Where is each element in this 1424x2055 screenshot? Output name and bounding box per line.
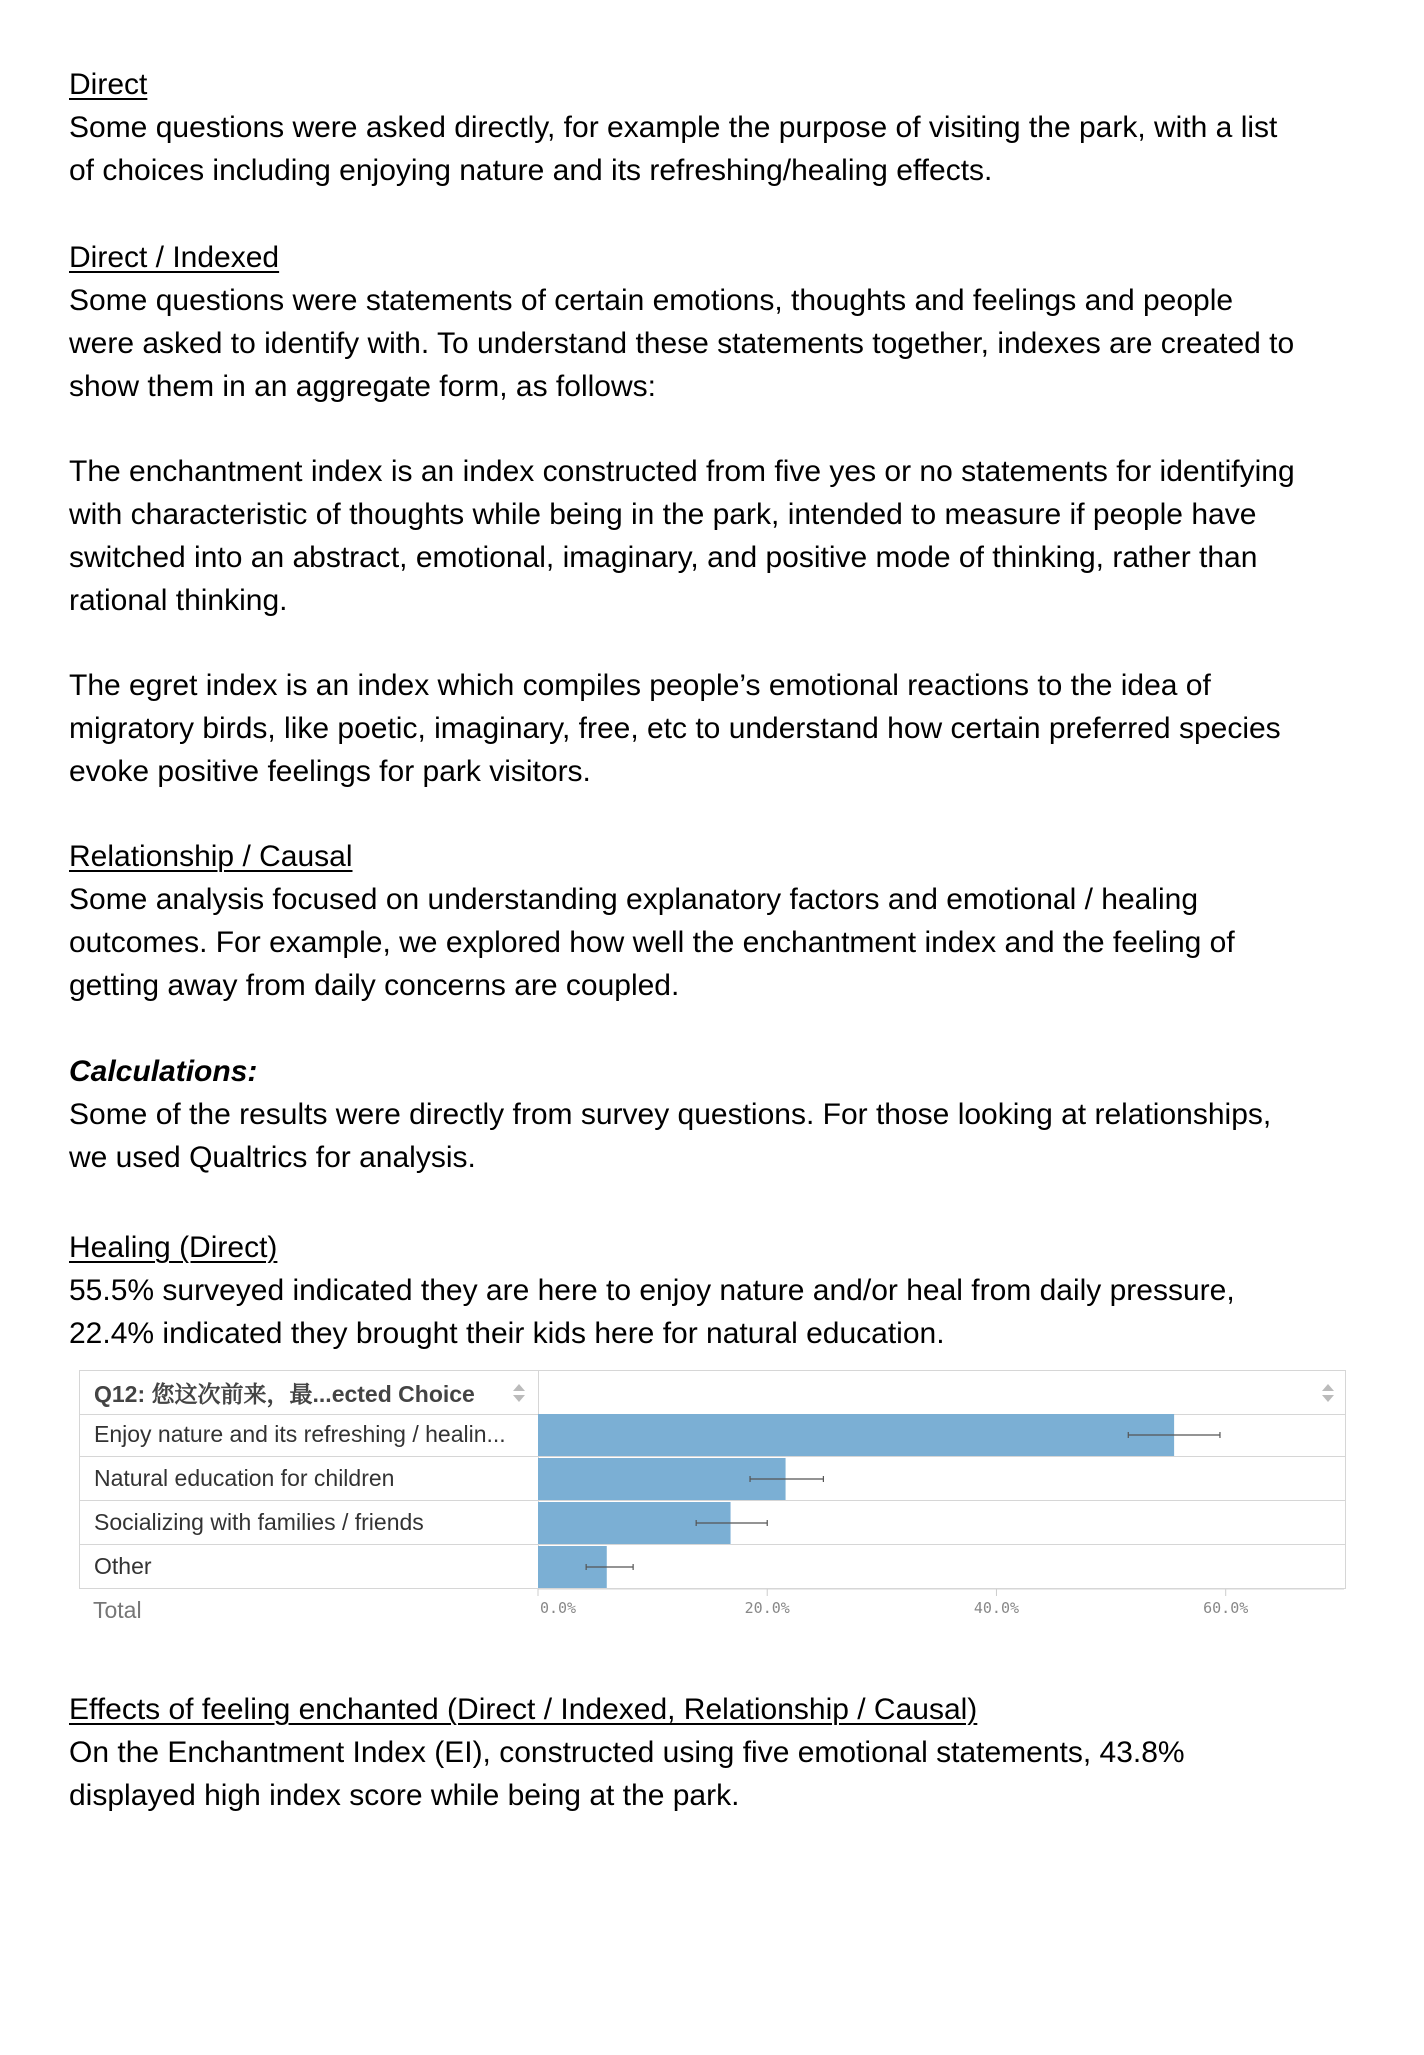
paragraph-line: Some of the results were directly from survey questions. For those looking at relationships, [69,1098,1272,1131]
survey-bar-chart [79,1370,1344,1632]
paragraph-line: 55.5% surveyed indicated they are here to enjoy nature and/or heal from daily pressure, [69,1274,1235,1307]
x-tick-label: 20.0% [744,1599,790,1617]
chart-header-text: Q12: 您这次前来，最...ected Choice [94,1381,475,1407]
paragraph-line: we used Qualtrics for analysis. [69,1141,476,1174]
paragraph-line: On the Enchantment Index (EI), constructed using five emotional statements, 43.8% [69,1736,1185,1769]
chart-header-label [80,1371,539,1414]
x-tick-label: 40.0% [973,1599,1020,1617]
paragraph-line: Some analysis focused on understanding explanatory factors and emotional / healing [69,883,1199,916]
paragraph-line: outcomes. For example, we explored how well the enchantment index and the feeling of [69,926,1235,959]
x-tick-label: 0.0% [539,1599,577,1617]
category-label: Natural education for children [80,1457,539,1500]
chart-plot-area [538,1370,1344,1632]
paragraph-line: displayed high index score while being at the park. [69,1779,740,1812]
paragraph-line: Some questions were asked directly, for example the purpose of visiting the park, with a list [69,111,1278,144]
bar-0 [538,1414,1174,1456]
paragraph-line: show them in an aggregate form, as follows: [69,370,656,403]
section-effects-enchanted [69,1688,1359,1817]
section-heading-direct-indexed: Direct / Indexed [69,241,280,274]
section-direct [69,63,1359,192]
section-heading-healing: Healing (Direct) [69,1231,278,1264]
category-label: Socializing with families / friends [80,1501,539,1544]
section-heading-calculations: Calculations: [69,1055,258,1088]
category-label: Other [80,1545,539,1588]
paragraph-line: rational thinking. [69,584,288,617]
total-label: Total [93,1597,142,1623]
section-heading-relationship: Relationship / Causal [69,840,353,873]
paragraph-line: of choices including enjoying nature and its refreshing/healing effects. [69,154,993,187]
paragraph-line: were asked to identify with. To understand these statements together, indexes are created to [69,327,1295,360]
x-axis-ticks [538,1599,1344,1629]
x-tick-label: 60.0% [1203,1599,1249,1617]
section-heading-direct: Direct [69,68,148,101]
section-calculations [69,1050,1359,1179]
paragraph-line: Some questions were statements of certain emotions, thoughts and feelings and people [69,284,1234,317]
section-relationship-causal [69,835,1359,1007]
paragraph-line: getting away from daily concerns are coupled. [69,969,680,1002]
section-direct-indexed [69,236,1359,408]
section-healing-direct [69,1226,1359,1355]
section-enchantment-index [69,450,1359,622]
paragraph-line: 22.4% indicated they brought their kids here for natural education. [69,1317,945,1350]
section-egret-index [69,664,1359,793]
section-heading-effects: Effects of feeling enchanted (Direct / Indexed, Relationship / Causal) [69,1693,978,1726]
paragraph-line: The egret index is an index which compiles people’s emotional reactions to the idea of [69,669,1211,702]
paragraph-line: The enchantment index is an index constructed from five yes or no statements for identifying [69,455,1295,488]
paragraph-line: with characteristic of thoughts while being in the park, intended to measure if people have [69,498,1257,531]
bar-1 [538,1458,786,1500]
paragraph-line: evoke positive feelings for park visitors. [69,755,591,788]
sort-icon[interactable] [512,1382,526,1404]
paragraph-line: migratory birds, like poetic, imaginary, free, etc to understand how certain preferred species [69,712,1281,745]
paragraph-line: switched into an abstract, emotional, imaginary, and positive mode of thinking, rather than [69,541,1258,574]
category-label: Enjoy nature and its refreshing / healin... [80,1413,539,1456]
